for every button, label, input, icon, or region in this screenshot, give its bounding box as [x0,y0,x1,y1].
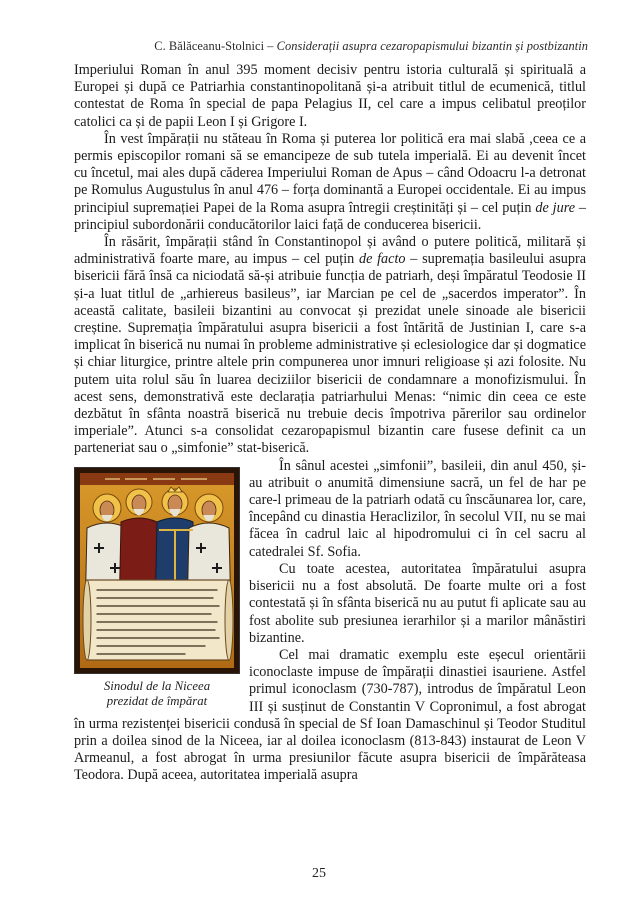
paragraph-2: În vest împărații nu stăteau în Roma și puterea lor politică era mai slabă ,ceea ce a permis episcopilor romani să se emancipeze de sub tutela imperială. Ei au devenit încet cu încetul, mai ales după căderea Imperiului Roman de Apus – când Odoacru l-a detronat pe Romulus Augustulus în anul 476 – forța dominantă a Europei occidentale. Ei au impus principiul supremației Papei de la Roma asupra întregii creștinități și – cel puțin de jure – principiul subordonării conducătorilor laici față de conducerea bisericii. [74,130,587,233]
header-title: Considerații asupra cezaropapismului bizantin și postbizantin [276,39,588,53]
paragraph-1: Imperiului Roman în anul 395 moment decisiv pentru istoria culturală și spirituală a Europei și după ce Patriarhia constantinopolitană și-a atribuit titlul de ecumenică, titlul contestat de Roma în special de papa Pelagius II, cel care a impus celibatul preoților catolici ca și de papii Leon I și Grigore I. [74,62,586,130]
page-number: 25 [312,866,326,881]
figure-icon-council [74,467,240,709]
caption-line-1: Sinodul de la Niceea [103,678,211,693]
header-author: C. Bălăceanu-Stolnici [154,39,265,53]
caption-line-2: prezidat de împărat [106,693,208,708]
paragraph-3: În răsărit, împărații stând în Constantinopol și având o putere politică, militară și administrativă foarte mare, au impus – cel puțin de facto – supremația basileului asupra bisericii fără însă ca niciodată să-și atribuie funcția de patriarh, deși împăratul Teodosie II și-a luat titlul de „arhiereus basileus”, iar Marcian pe cel de „sacerdos imperator”. În această calitate, basileii bizantini au convocat și prezidat unele sinoade ale bisericii creștine. Supremația împăratului asupra bisericii a fost întărită de Justinian I, care s-a implicat în biserică nu numai în probleme administrative și eclesiologice dar și dogmatice și chiar liturgice, printre altele prin compunerea unor imnuri religioase și azi folosite. Nu putem uita rolul său în luarea deciziilor bisericii de condamnare a monofizismului. În acest sens, demonstrativă este declarația patriarhului Menas: “nimic din ceea ce este dezbătut în sfânta noastră biserică nu trebuie decis împotriva părerilor sau ordinelor imperiale”. Atunci s-a consolidat cezaropapismul bizantin care fusese definit ca un parteneriat sau o „simfonie” stat-biserică. [74,234,587,457]
running-header [154,39,588,54]
paragraph-6: Cel mai dramatic exemplu este eșecul orientării iconoclaste impuse de împărații dinastiei isauriene. Astfel primul iconoclasm (730-787), introdus de împăratul Leon III și susținut de Constantin V Copronimul, a fost abrogat în urma rezistenței bisericii condusă în special de Sf Ioan Damaschinul și Teodor Studitul prin a doilea sinod de la Niceea, iar al doilea iconoclasm (813-843) instaurat de Leon V Armeanul, a fost abrogat în urma presiunilor făcute asupra bisericii de împărăteasa Teodora. După aceea, autoritatea imperială asupra [74,646,586,784]
figure-caption [74,679,240,709]
body-text [74,62,586,785]
paragraph-5: Cu toate acestea, autoritatea împăratului asupra bisericii nu a fost absolută. De foarte multe ori a fost contestată și în sfânta biserică nu au putut fi aplicate sau au fost abolite sub presiunea ierarhilor și a marilor mânăstiri bizantine. [249,560,586,646]
header-separator: – [264,39,277,53]
paragraph-4: În sânul acestei „simfonii”, basileii, din anul 450, și-au atribuit o anumită dimensiune sacră, un fel de har pe care-l primeau de la patriarh odată cu înscăunarea lor, care, începând cu dinastia Heraclizilor, în secolul VII, nu se mai făcea în cadrul laic al hipodromului ci în cel sacru al catedralei Sf. Sofia. [249,457,586,560]
council-icon-image [74,467,240,674]
